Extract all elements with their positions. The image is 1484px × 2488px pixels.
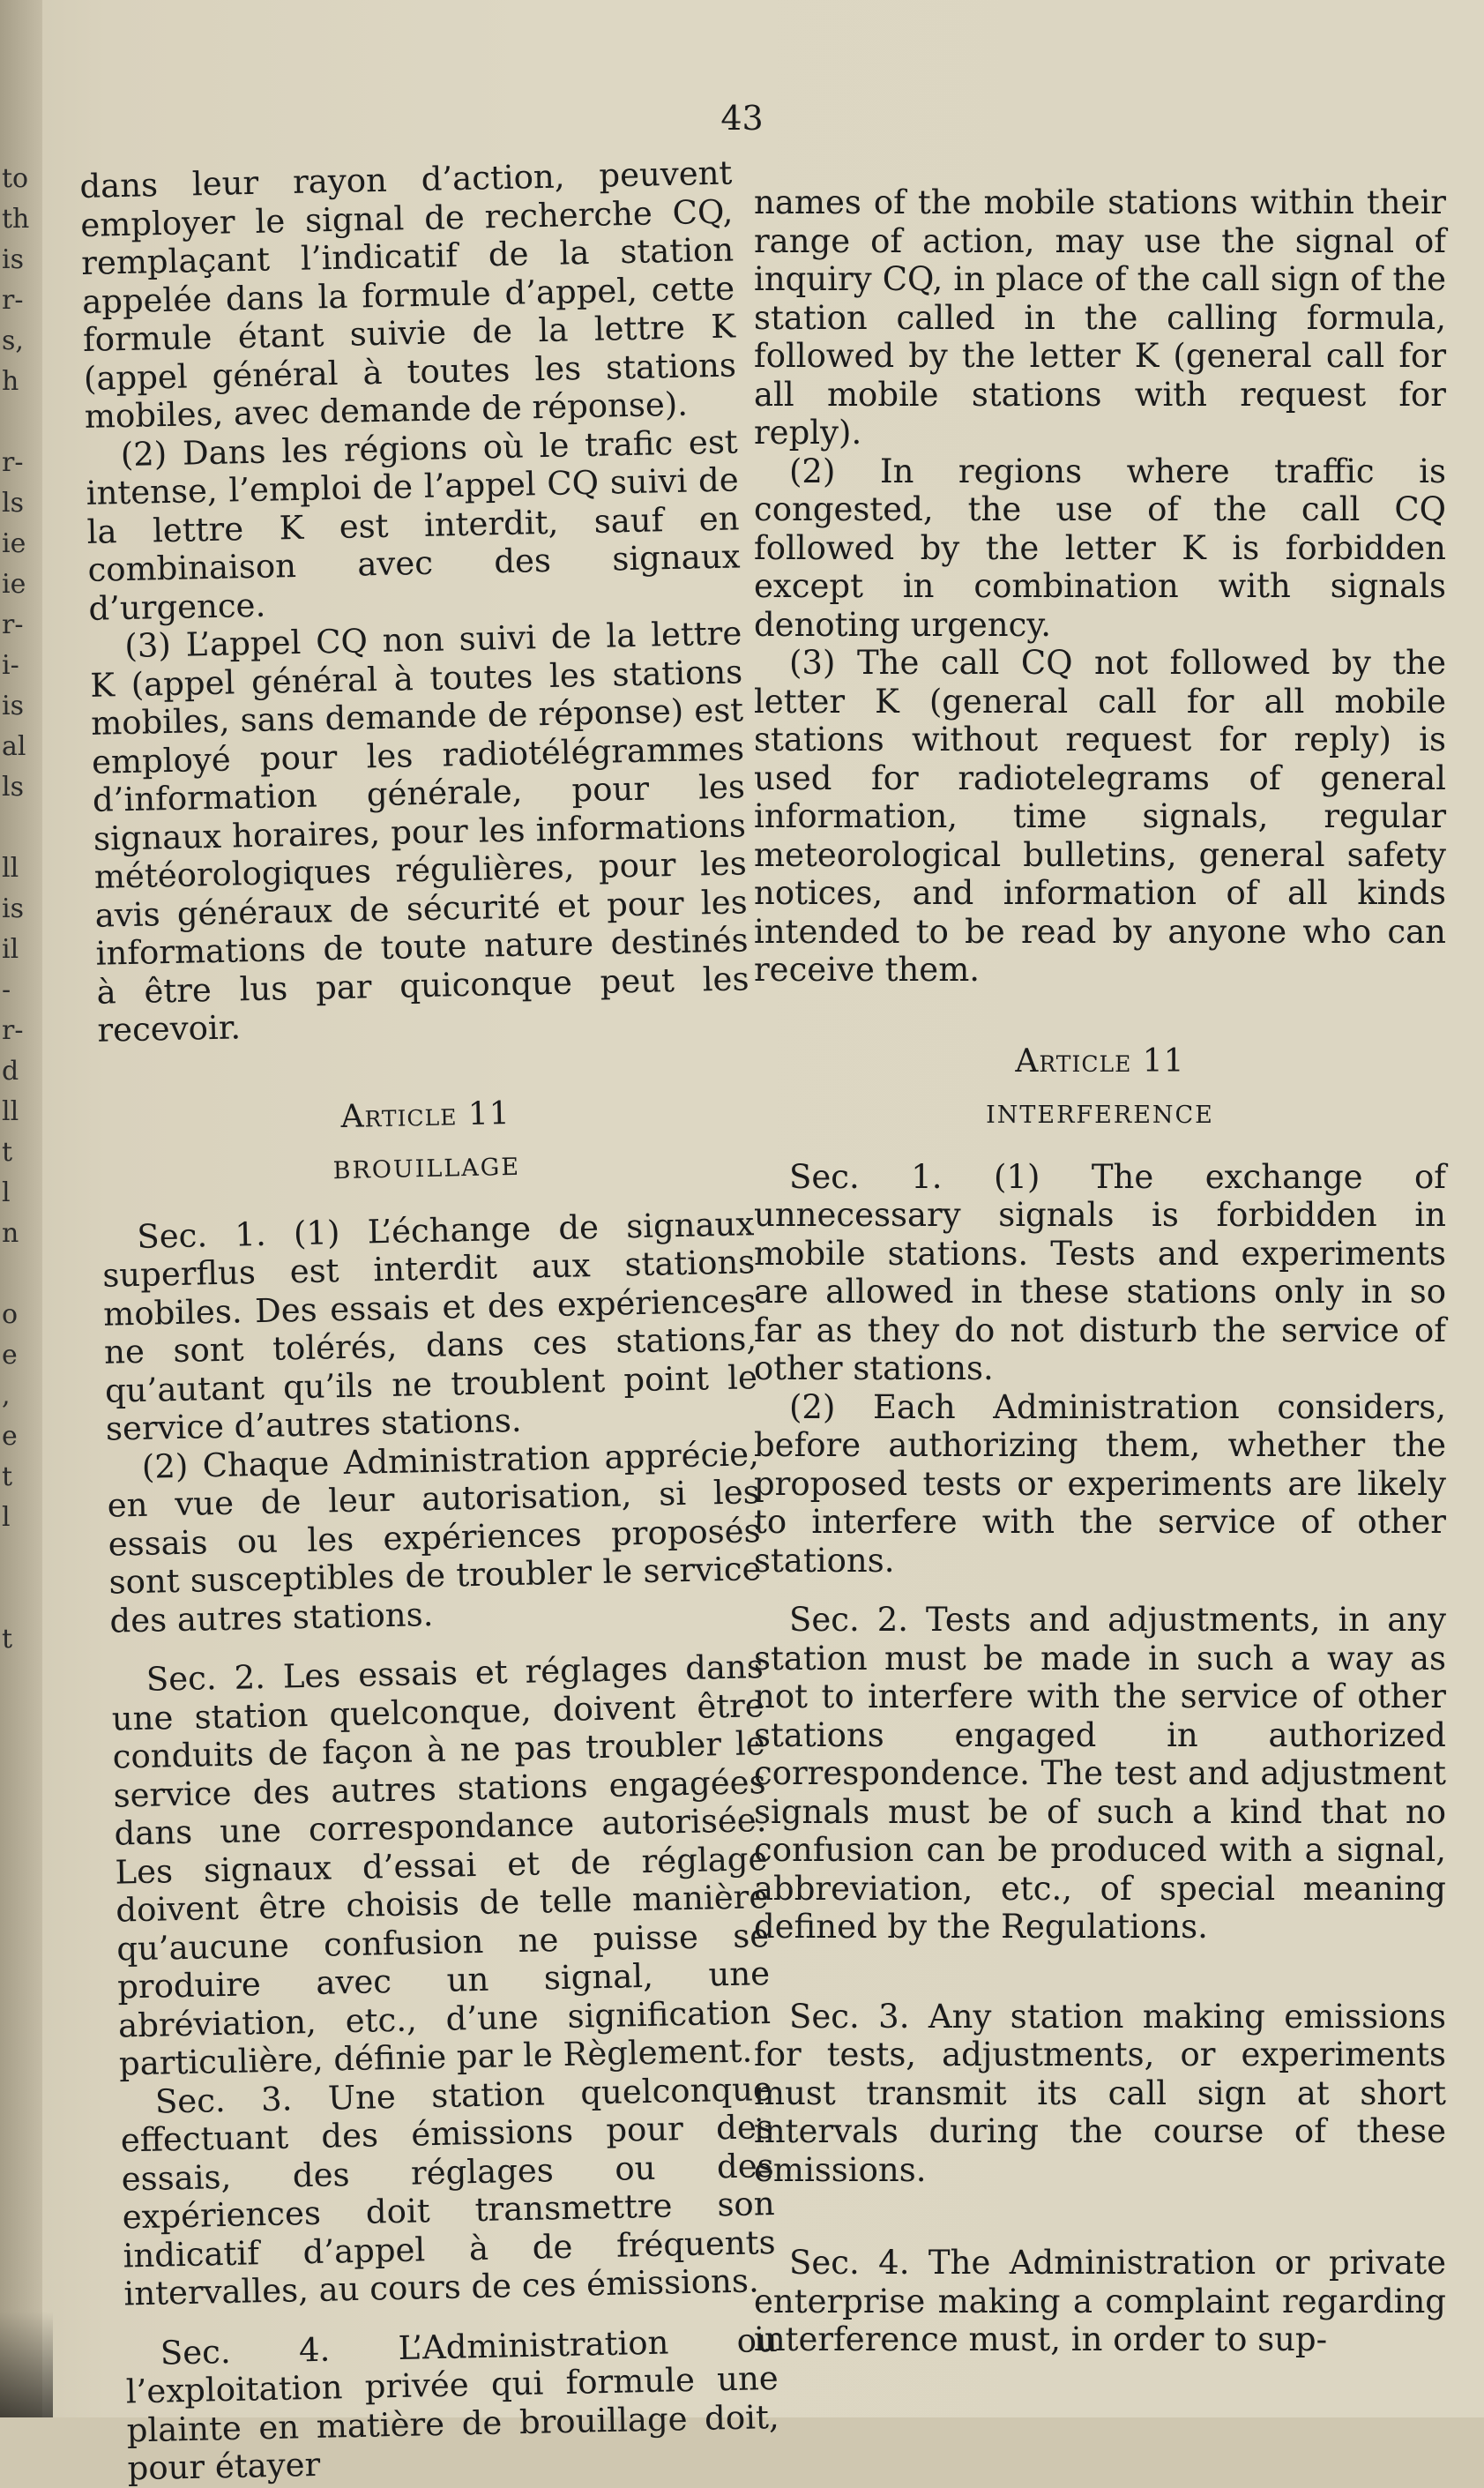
english-column	[754, 183, 1446, 2359]
fragment: ll	[2, 853, 19, 884]
fragment: d	[2, 1056, 19, 1087]
fragment: r-	[2, 1015, 24, 1046]
fragment: t	[2, 1624, 13, 1655]
section-heading: INTERFERENCE	[986, 1102, 1214, 1129]
fragment: ls	[2, 488, 24, 519]
paragraph: (3) L’appel CQ non suivi de la lettre K (appel général à toutes les stations mobiles, sans demande de réponse) est employé pour les radiotélégrammes d’information générale, pour les signaux horaires, pour les informations météorologiques régulières, pour les avis généraux de sécurité et pour les informations de toute nature destinés à être lus par quiconque peut les recevoir.	[89, 614, 749, 1050]
paragraph: Sec. 2. Les essais et réglages dans une station quelconque, doivent être conduits de façon à ne pas troubler le service des autres stations engagées dans une correspondance autorisée. Les signaux d’essai et de réglage doivent être choisis de telle manière qu’aucune confusion ne puisse se produire avec un signal, une abréviation, etc., d’une signification particulière, définie par le Règlement.	[111, 1647, 772, 2083]
previous-page-edge	[0, 0, 42, 2417]
fragment: ll	[2, 1096, 19, 1127]
fragment	[2, 808, 37, 848]
french-column	[79, 154, 780, 2488]
fragment: l	[2, 1177, 11, 1208]
fragment: t	[2, 1137, 13, 1168]
fragment	[2, 1254, 37, 1295]
fragment: ie	[2, 569, 26, 600]
fragment: e	[2, 1340, 18, 1371]
paragraph: Sec. 2. Tests and adjustments, in any station must be made in such a way as not to interfere with the service of other stations engaged in authorized correspondence. The test and adjustment signals must be of such a kind that no confusion can be produced with a signal, abbreviation, etc., of special meaning defined by the Regulations.	[754, 1601, 1446, 1946]
paragraph: (3) The call CQ not followed by the letter K (general call for all mobile stations without request for reply) is used for radiotelegrams of general information, time signals, regular meteorological bulletins, general safety notices, and information of all kinds intended to be read by anyone who can receive them.	[754, 644, 1446, 989]
fragment: is	[2, 244, 24, 275]
fragment: o	[2, 1299, 19, 1330]
paragraph: Sec. 3. Any station making emissions for tests, adjustments, or experiments must transmit its call sign at short intervals during the course of these emissions.	[754, 1997, 1446, 2189]
fragment: l	[2, 1502, 11, 1533]
paragraph: (2) Each Administration considers, before authorizing them, whether the proposed tests or experiments are likely to interfere with the service of other stations.	[754, 1387, 1446, 1580]
fragment: is	[2, 893, 24, 924]
fragment: is	[2, 691, 24, 721]
binding-shadow	[0, 2312, 53, 2417]
paragraph: Sec. 1. (1) L’échange de signaux superflus est interdit aux stations mobiles. Des essais et des expériences ne sont tolérés, dans ces stations, qu’autant qu’ils ne troublent point le service d’autres stations.	[101, 1204, 758, 1448]
fragment: to	[2, 163, 29, 194]
fragment: il	[2, 934, 19, 965]
fragment: ,	[2, 1380, 11, 1411]
paragraph: dans leur rayon d’action, peuvent employer le signal de recherche CQ, remplaçant l’indicatif de la station appelée dans la formule d’appel, cette formule étant suivie de la lettre K (appel général à toutes les stations mobiles, avec demande de réponse).	[79, 153, 737, 436]
section-heading: BROUILLAGE	[332, 1153, 521, 1185]
article-title: Article 11	[340, 1095, 511, 1135]
fragment: t	[2, 1461, 13, 1492]
fragment: ls	[2, 772, 24, 803]
fragment	[2, 402, 37, 443]
fragment: n	[2, 1218, 19, 1249]
paragraph: (2) Dans les régions où le trafic est intense, l’emploi de l’appel CQ suivi de la lettre K est interdit, sauf en combinaison avec des signaux d’urgence.	[86, 422, 741, 628]
article-title: Article 11	[1015, 1042, 1185, 1080]
fragment: e	[2, 1421, 18, 1452]
fragment: r-	[2, 447, 24, 478]
fragment: al	[2, 731, 26, 762]
fragment: r-	[2, 285, 24, 316]
fragment	[2, 1538, 37, 1579]
paragraph: Sec. 3. Une station quelconque effectuant des émissions pour des essais, des réglages ou des expériences doit transmettre son indicatif d’appel à de fréquents intervalles, au cours de ces émissions.	[120, 2069, 776, 2313]
paragraph: (2) In regions where traffic is congested, the use of the call CQ followed by the letter K is forbidden except in combination with signals denoting urgency.	[754, 452, 1446, 644]
fragment: ie	[2, 528, 26, 559]
fragment: i-	[2, 650, 19, 681]
previous-page-fragments	[2, 159, 37, 1660]
paragraph: (2) Chaque Administration apprécie, en vue de leur autorisation, si les essais ou les expériences proposés sont susceptibles de troubler le service des autres stations.	[107, 1434, 762, 1640]
page-number: 43	[720, 99, 764, 138]
fragment: s,	[2, 325, 24, 356]
paragraph: names of the mobile stations within their range of action, may use the signal of inquiry CQ, in place of the call sign of the station called in the calling formula, followed by the letter K (general call for all mobile stations with request for reply).	[754, 183, 1446, 452]
fragment: th	[2, 204, 30, 235]
fragment: h	[2, 366, 19, 397]
fragment: r-	[2, 609, 24, 640]
fragment	[2, 1579, 37, 1619]
paragraph: Sec. 4. The Administration or private enterprise making a complaint regarding interference must, in order to sup-	[754, 2244, 1446, 2358]
fragment: -	[2, 975, 11, 1005]
paragraph: Sec. 1. (1) The exchange of unnecessary signals is forbidden in mobile stations. Tests and experiments are allowed in these stations only in so far as they do not disturb the service of other stations.	[754, 1157, 1446, 1387]
paragraph: Sec. 4. L’Administration ou l’exploitation privée qui formule une plainte en matière de brouillage doit, pour étayer	[125, 2320, 780, 2488]
